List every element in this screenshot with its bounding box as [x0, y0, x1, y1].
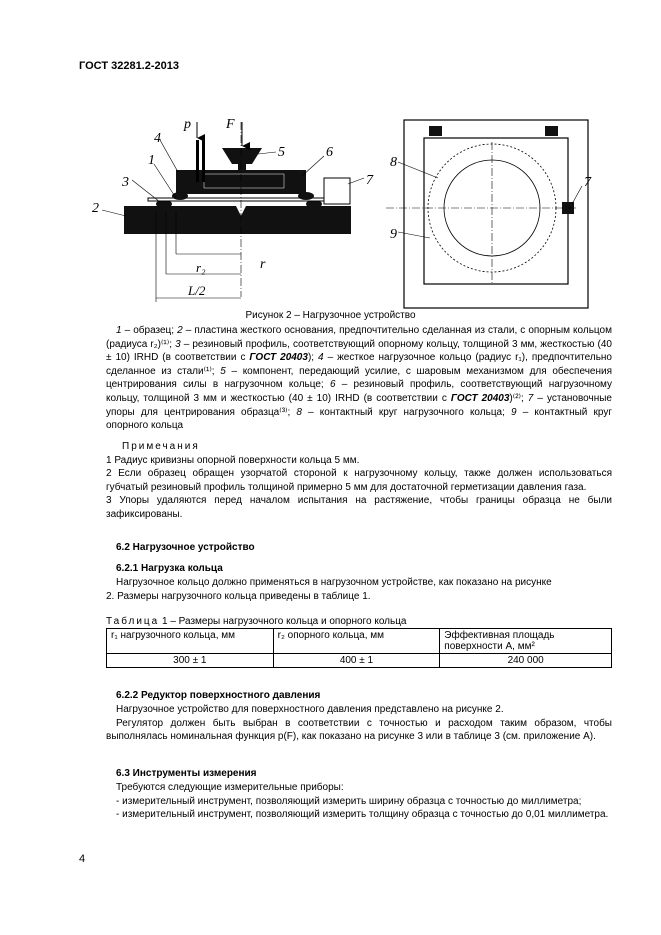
label-7: 7	[366, 173, 373, 188]
section-6-2-1-title: 6.2.1 Нагрузка кольца	[116, 563, 223, 574]
legend-item-number: 4	[318, 352, 324, 364]
label-8: 8	[390, 155, 397, 170]
section-6-2-1-text	[106, 576, 612, 603]
label-2: 2	[92, 201, 99, 216]
document-header: ГОСТ 32281.2-2013	[79, 60, 179, 72]
legend-item-text: – контактный круг нагрузочного кольца;	[301, 406, 512, 418]
legend-item-text: – установочные упоры для центрирования образца⁽³⁾;	[106, 392, 612, 418]
label-6: 6	[326, 145, 333, 160]
centering-stop	[324, 178, 350, 204]
legend-item-text: – образец;	[121, 325, 178, 336]
legend-item-number: 6	[329, 379, 336, 391]
force-component	[222, 148, 262, 164]
table-1-caption-rest: 1 – Размеры нагрузочного кольца и опорного кольца	[159, 616, 407, 627]
label-4: 4	[154, 131, 161, 146]
table-header-cell: Эффективная площадь поверхности А, мм²	[440, 629, 612, 654]
legend-item-number: 5	[220, 365, 226, 377]
note-1: 1 Радиус кривизны опорной поверхности кольца 5 мм.	[106, 454, 360, 466]
load-profile-right	[298, 192, 314, 200]
label-5: 5	[278, 145, 285, 160]
notes-title: Примечания	[122, 441, 200, 452]
outer-plate	[404, 120, 588, 308]
label-p: p	[184, 117, 191, 132]
label-1: 1	[148, 153, 155, 168]
legend-item-text: – жесткое нагрузочное кольцо (радиус r₁), предпочтительно сделанное из стали⁽¹⁾;	[106, 352, 612, 377]
table-row	[107, 654, 612, 668]
notes-block	[106, 440, 612, 522]
label-3: 3	[122, 175, 129, 190]
legend-item-number: 3	[175, 338, 181, 350]
label-r: r	[260, 257, 266, 272]
legend-item-text: – компонент, передающий усилие, с шаровым механизмом для обеспечения центрирования силы в нагрузочном кольце;	[106, 365, 612, 391]
table-header-cell: r₁ нагрузочного кольца, мм	[107, 629, 274, 654]
section-6-3-item-2: - измерительный инструмент, позволяющий измерить толщину образца с точностью до 0,01 миллиметра.	[116, 809, 609, 821]
legend-item-text: )⁽²⁾;	[509, 392, 528, 404]
section-6-2-title: 6.2 Нагрузочное устройство	[116, 542, 255, 553]
table-header-cell: r₂ опорного кольца, мм	[273, 629, 440, 654]
section-6-2-2-title: 6.2.2 Редуктор поверхностного давления	[116, 690, 321, 701]
label-9: 9	[390, 227, 397, 242]
note-3: 3 Упоры удаляются перед началом испытания на растяжение, чтобы границы образца не были зафиксированы.	[106, 495, 612, 520]
standard-reference-link[interactable]: ГОСТ 20403	[450, 392, 510, 404]
pressure-pipe	[196, 140, 199, 182]
table-cell: 240 000	[440, 654, 612, 668]
section-6-2-1-line1: Нагрузочное кольцо должно применяться в нагрузочном устройстве, как показано на рисунке	[116, 577, 552, 588]
figure-caption: Рисунок 2 – Нагрузочное устройство	[245, 310, 416, 321]
label-l2: L/2	[188, 283, 206, 298]
legend-item-text: – пластина жесткого основания, предпочтительно сделанная из стали, с опорным кольцом (радиуса r₂)⁽¹⁾;	[106, 325, 612, 350]
figure-2	[86, 112, 618, 312]
label-f: F	[226, 117, 235, 132]
legend-item-number: 9	[511, 406, 517, 418]
note-2: 2 Если образец обращен узорчатой стороной к нагрузочному кольцу, также должен использоваться губчатый резиновый профиль толщиной примерно 5 мм для достаточной герметизации давления газа.	[106, 468, 612, 493]
legend-item-text: );	[307, 352, 319, 364]
table-1-caption	[106, 616, 407, 627]
figure-2-drawing	[86, 112, 618, 312]
legend-item-number: 7	[527, 392, 534, 404]
legend-item-text: – резиновый профиль, соответствующий нагрузочному кольцу, толщиной 3 мм и жесткостью (40 ± 10) IRHD (в соответствии с	[106, 379, 613, 404]
section-6-3-item-1: - измерительный инструмент, позволяющий измерить ширину образца с точностью до миллиметра;	[116, 795, 582, 807]
section-6-3-title: 6.3 Инструменты измерения	[116, 768, 257, 779]
table-1-caption-prefix: Таблица	[106, 616, 160, 627]
table-cell: 300 ± 1	[107, 654, 274, 668]
section-6-3-intro: Требуются следующие измерительные приборы:	[116, 782, 344, 793]
label-r2: r₂	[196, 260, 206, 275]
legend-item-number: 8	[296, 406, 302, 418]
table-1	[106, 628, 612, 668]
section-6-2-1-line2: 2. Размеры нагрузочного кольца приведены в таблице 1.	[106, 590, 371, 602]
section-6-2-2-line2: Регулятор должен быть выбран в соответствии с точностью и расходом таким образом, чтобы выполнялась номинальная функция p(F), как показано на рисунке 3 или в таблице 3 (см. приложение А).	[106, 717, 612, 743]
table-header-row	[107, 629, 612, 654]
page-number: 4	[79, 853, 86, 865]
legend-item-number: 1	[116, 325, 122, 336]
base-plate	[124, 206, 351, 234]
legend-item-number: 2	[177, 325, 183, 336]
label-7-plan: 7	[584, 175, 591, 190]
section-6-3-text	[106, 781, 612, 822]
section-6-2-2-line1: Нагрузочное устройство для поверхностного давления представлено на рисунке 2.	[116, 704, 504, 715]
legend-item-text: – контактный круг опорного кольца	[106, 406, 613, 432]
standard-reference-link[interactable]: ГОСТ 20403	[249, 352, 308, 364]
figure-legend	[106, 324, 612, 433]
legend-item-text: – резиновый профиль, соответствующий опорному кольцу, толщиной 3 мм, жесткостью (40 ± 10) IRHD (в соответствии с	[106, 338, 612, 364]
table-cell: 400 ± 1	[273, 654, 440, 668]
cross-section-view	[92, 117, 374, 302]
section-6-2-2-text	[106, 703, 612, 744]
plan-view	[386, 120, 592, 308]
